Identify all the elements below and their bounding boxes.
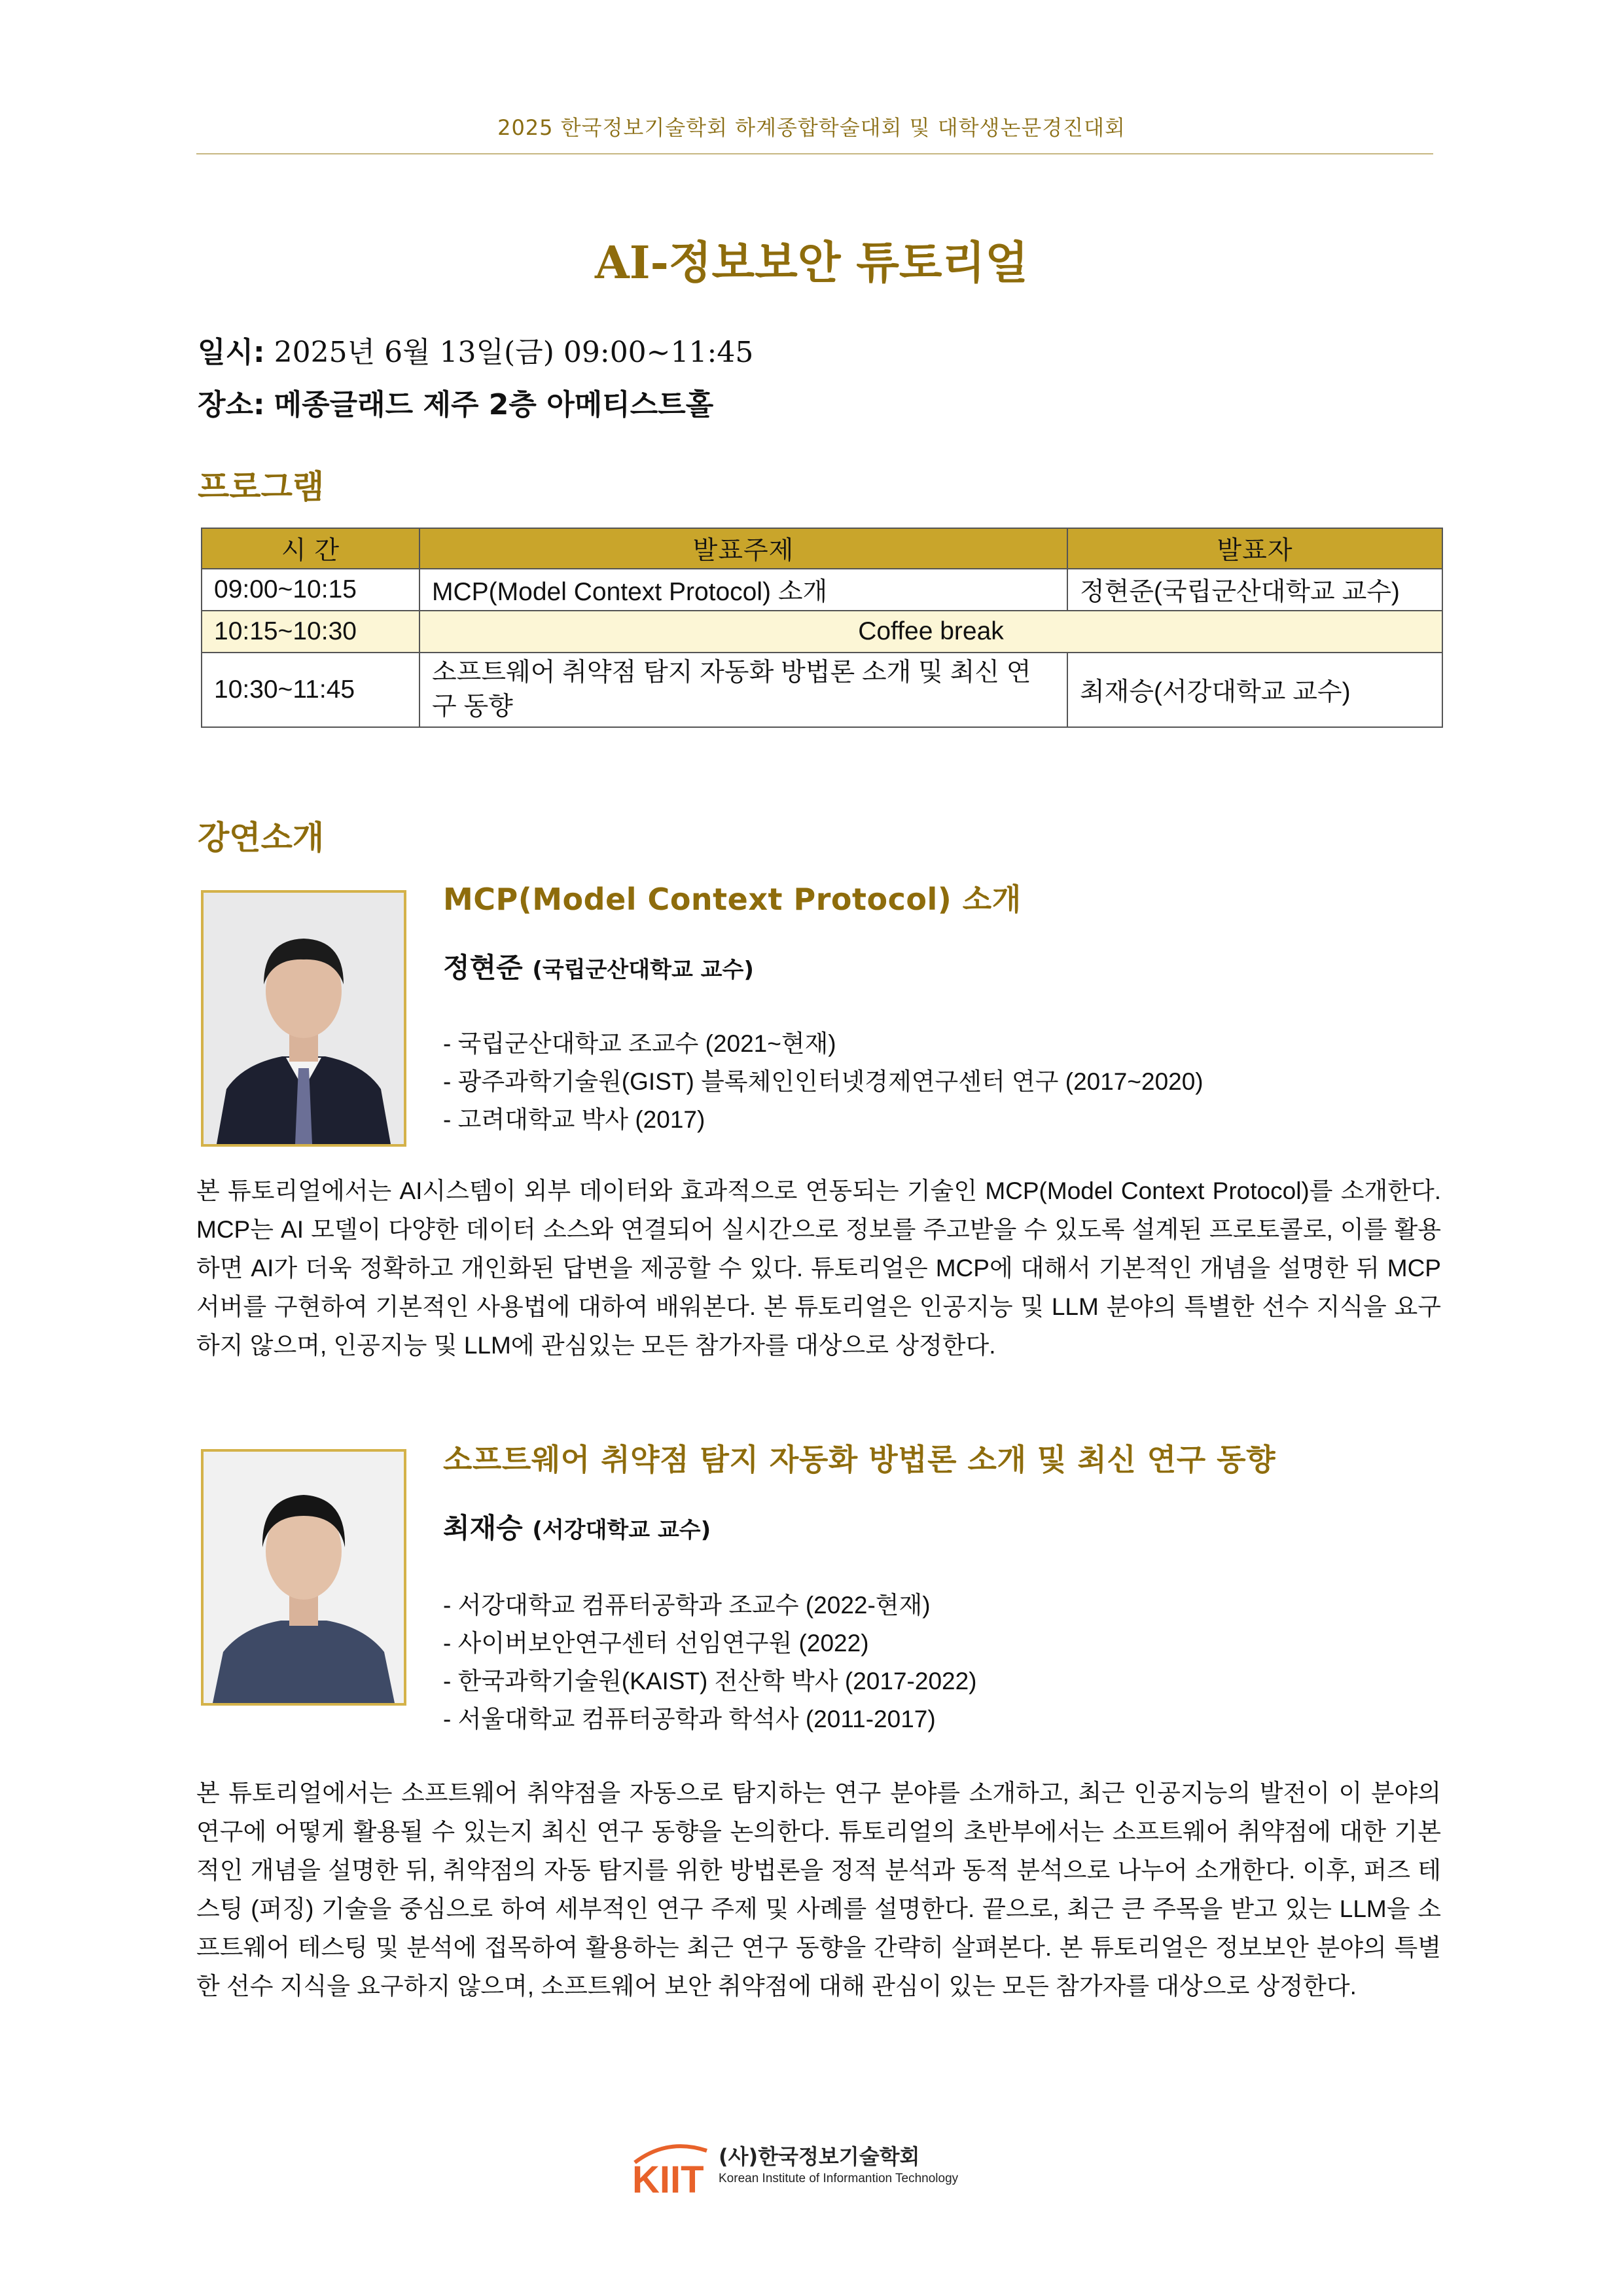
date-value: 2025년 6월 13일(금) 09:00~11:45 [274,336,754,369]
speaker-affiliation: (서강대학교 교수) [532,1517,711,1543]
org-english-name: Korean Institute of Informantion Technology [719,2172,959,2185]
column-header-time: 시 간 [202,528,419,569]
column-header-speaker: 발표자 [1067,528,1442,569]
portrait-image [204,893,404,1144]
program-table [201,528,1443,728]
footer-logo [628,2135,995,2200]
bio-item: - 광주과학기술원(GIST) 블록체인인터넷경제연구센터 연구 (2017~2020) [443,1063,1204,1101]
cell-time: 09:00~10:15 [202,569,419,611]
place-line [198,381,713,423]
speaker-name: 최재승 [443,1512,523,1544]
portrait-image [204,1452,404,1703]
speaker-photo [201,1449,406,1706]
cell-time: 10:15~10:30 [202,611,419,653]
bio-item: - 서울대학교 컴퓨터공학과 학석사 (2011-2017) [443,1700,977,1738]
speaker-bio [443,1587,977,1738]
date-line [198,329,753,370]
cell-topic: Coffee break [419,611,1442,653]
bio-item: - 고려대학교 박사 (2017) [443,1101,1204,1139]
cell-topic: 소프트웨어 취약점 탐지 자동화 방법론 소개 및 최신 연구 동향 [419,653,1067,727]
table-row [202,653,1442,727]
cell-time: 10:30~11:45 [202,653,419,727]
talk-title: MCP(Model Context Protocol) 소개 [443,882,1022,917]
kiit-logo-icon [628,2138,713,2197]
table-row [202,569,1442,611]
table-header-row [202,528,1442,569]
cell-speaker: 최재승(서강대학교 교수) [1067,653,1442,727]
program-heading: 프로그램 [198,468,325,506]
conference-header: 2025 한국정보기술학회 하계종합학술대회 및 대학생논문경진대회 [497,115,1126,140]
header-divider [196,153,1433,154]
speaker-name: 정현준 [443,952,523,984]
org-name: (사)한국정보기술학회 [719,2144,920,2169]
speaker-name-line [443,1507,711,1546]
speaker-bio [443,1025,1204,1139]
page-title: AI-정보보안 튜토리얼 [595,237,1028,289]
place-value: 메종글래드 제주 2층 아메티스트홀 [274,388,714,422]
table-row-break [202,611,1442,653]
talk-abstract: 본 튜토리얼에서는 AI시스템이 외부 데이터와 효과적으로 연동되는 기술인 MCP(Model Context Protocol)를 소개한다. MCP는 AI 모델이 다양한 데이터 소스와 연결되어 실시간으로 정보를 주고받을 수 있도록 설계된 프로토콜로, 이를 활용하면 AI가 더욱 정확하고 개인화된 답변을 제공할 수 있다. 튜토리얼은 MCP에 대해서 기본적인 개념을 설명한 뒤 MCP서버를 구현하여 기본적인 사용법에 대하여 배워본다. 본 튜토리얼은 인공지능 및 LLM 분야의 특별한 선수 지식을 요구하지 않으며, 인공지능 및 LLM에 관심있는 모든 참가자를 대상으로 상정한다. [196,1177,1441,1359]
cell-speaker: 정현준(국립군산대학교 교수) [1067,569,1442,611]
lectures-heading: 강연소개 [198,819,325,857]
bio-item: - 국립군산대학교 조교수 (2021~현재) [443,1025,1204,1063]
cell-topic: MCP(Model Context Protocol) 소개 [419,569,1067,611]
bio-item: - 사이버보안연구센터 선임연구원 (2022) [443,1624,977,1662]
speaker-affiliation: (국립군산대학교 교수) [532,957,754,983]
talk-title: 소프트웨어 취약점 탐지 자동화 방법론 소개 및 최신 연구 동향 [443,1442,1276,1477]
speaker-name-line [443,946,754,986]
speaker-photo [201,890,406,1147]
date-label: 일시: [198,336,265,369]
logo-text: KIIT [632,2159,704,2197]
bio-item: - 서강대학교 컴퓨터공학과 조교수 (2022-현재) [443,1587,977,1624]
bio-item: - 한국과학기술원(KAIST) 전산학 박사 (2017-2022) [443,1662,977,1700]
column-header-topic: 발표주제 [419,528,1067,569]
place-label: 장소: [198,388,265,422]
talk-abstract: 본 튜토리얼에서는 소프트웨어 취약점을 자동으로 탐지하는 연구 분야를 소개하고, 최근 인공지능의 발전이 이 분야의 연구에 어떻게 활용될 수 있는지 최신 연구 동향을 논의한다. 튜토리얼의 초반부에서는 소프트웨어 취약점에 대한 기본적인 개념을 설명한 뒤, 취약점의 자동 탐지를 위한 방법론을 정적 분석과 동적 분석으로 나누어 소개한다. 이후, 퍼즈 테스팅 (퍼징) 기술을 중심으로 하여 세부적인 연구 주제 및 사례를 설명한다. 끝으로, 최근 큰 주목을 받고 있는 LLM을 소프트웨어 테스팅 및 분석에 접목하여 활용하는 최근 연구 동향을 간략히 살펴본다. 본 튜토리얼은 정보보안 분야의 특별한 선수 지식을 요구하지 않으며, 소프트웨어 보안 취약점에 대해 관심이 있는 모든 참가자를 대상으로 상정한다. [196,1780,1441,2000]
